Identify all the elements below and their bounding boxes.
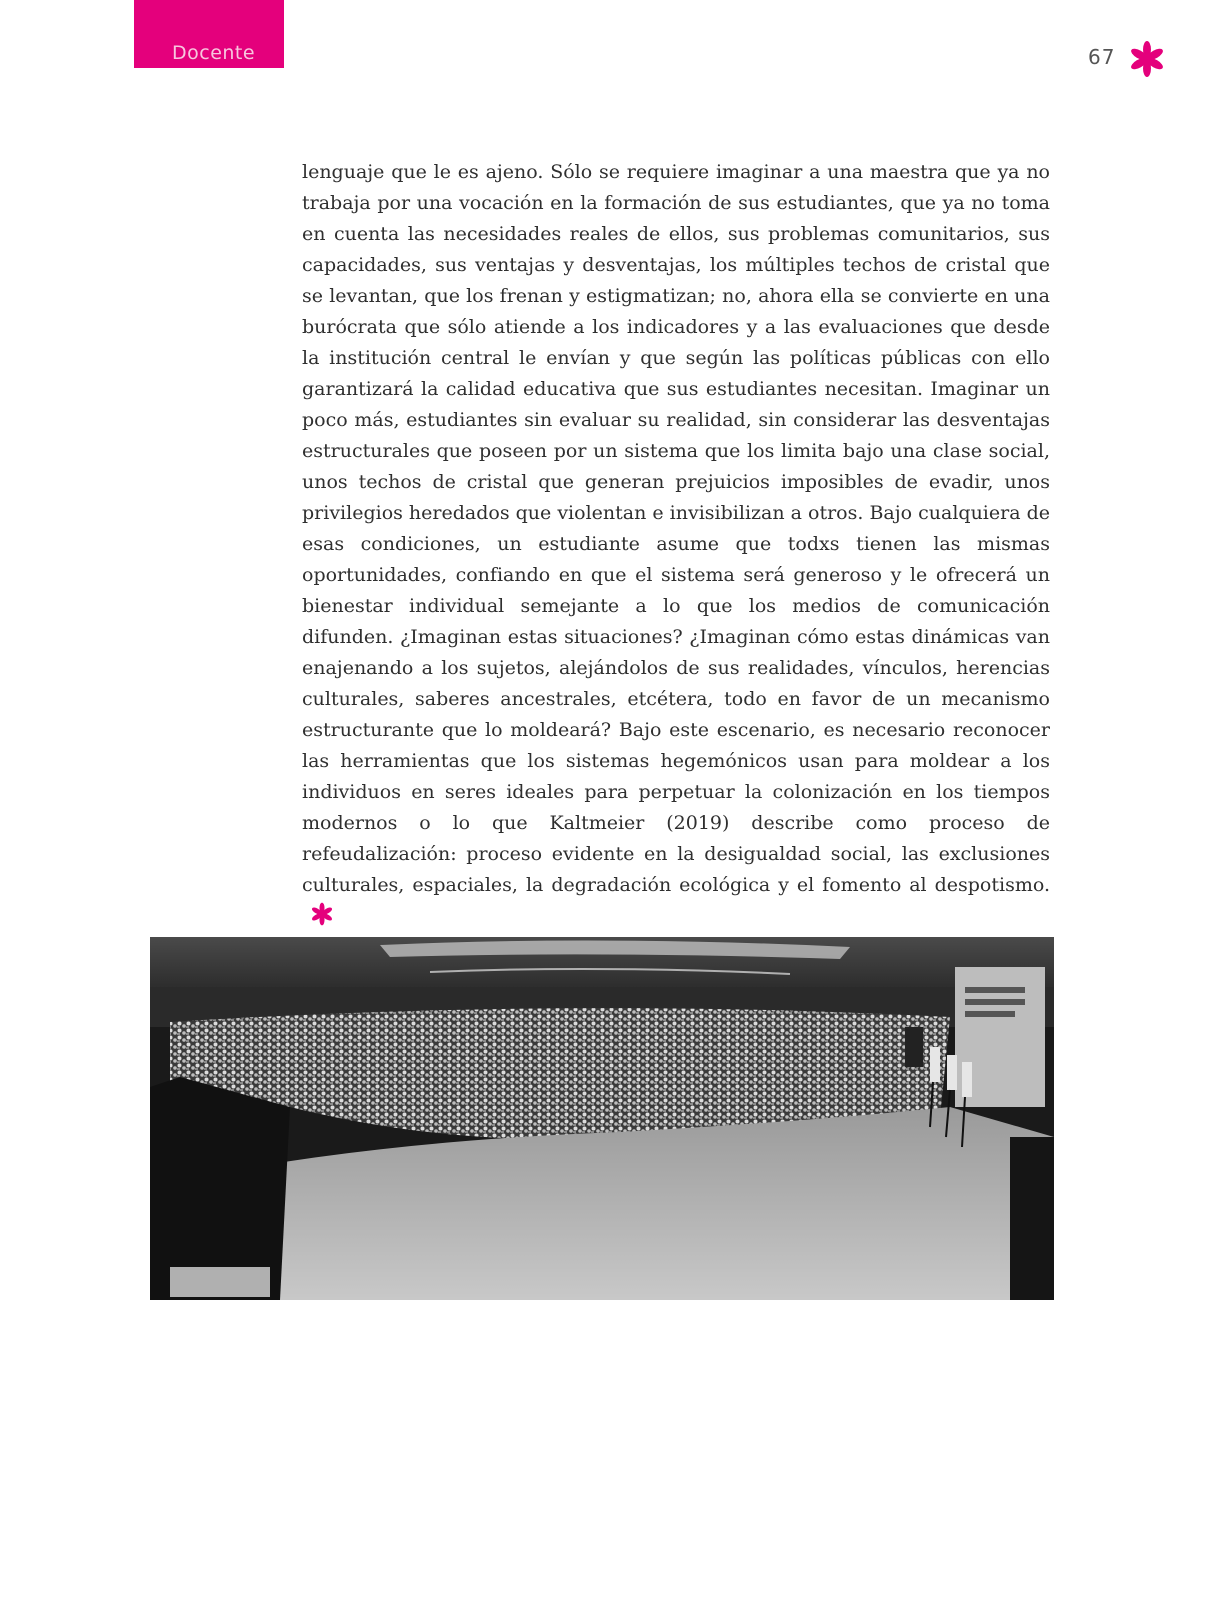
asterisk-flower-icon (1128, 40, 1166, 78)
auditorium-illustration (150, 937, 1054, 1300)
section-tab (134, 0, 284, 68)
paragraph-text: lenguaje que le es ajeno. Sólo se requiere imaginar a una maestra que ya no trabaja por una vocación en la formación de sus estudiantes, que ya no toma en cuenta las necesidades reales de ellos, sus problemas comunitarios, sus capacidades, sus ventajas y desventajas, los múltiples techos de cristal que se levantan, que los frenan y estigmatizan; no, ahora ella se convierte en una burócrata que sólo atiende a los indicadores y a las evaluaciones que desde la institución central le envían y que según las políticas públicas con ello garantizará la calidad educativa que sus estudiantes necesitan. Imaginar un poco más, estudiantes sin evaluar su realidad, sin considerar las desventajas estructurales que poseen por un sistema que los limita bajo una clase social, unos techos de cristal que generan prejuicios imposibles de evadir, unos privilegios heredados que violentan e invisibilizan a otros. Bajo cualquiera de esas condiciones, un estudiante asume que todxs tienen las mismas oportunidades, confiando en que el sistema será generoso y le ofrecerá un bienestar individual semejante a lo que los medios de comunicación difunden. ¿Imaginan estas situaciones? ¿Imaginan cómo estas dinámicas van enajenando a los sujetos, alejándolos de sus realidades, vínculos, herencias culturales, saberes ancestrales, etcétera, todo en favor de un mecanismo estructurante que lo moldeará? Bajo este escenario, es necesario reconocer las herramientas que los sistemas hegemónicos usan para moldear a los individuos en seres ideales para perpetuar la colonización en los tiempos modernos o lo que Kaltmeier (2019) describe como proceso de refeudalización: proceso evidente en la desigualdad social, las exclusiones culturales, espaciales, la degradación ecológica y el fomento al despotismo. (302, 161, 1050, 896)
body-paragraph (302, 157, 1050, 932)
section-label: Docente (172, 42, 256, 64)
end-asterisk-icon (310, 902, 334, 926)
page-number: 67 (1088, 45, 1116, 69)
auditorium-photo (150, 937, 1054, 1300)
